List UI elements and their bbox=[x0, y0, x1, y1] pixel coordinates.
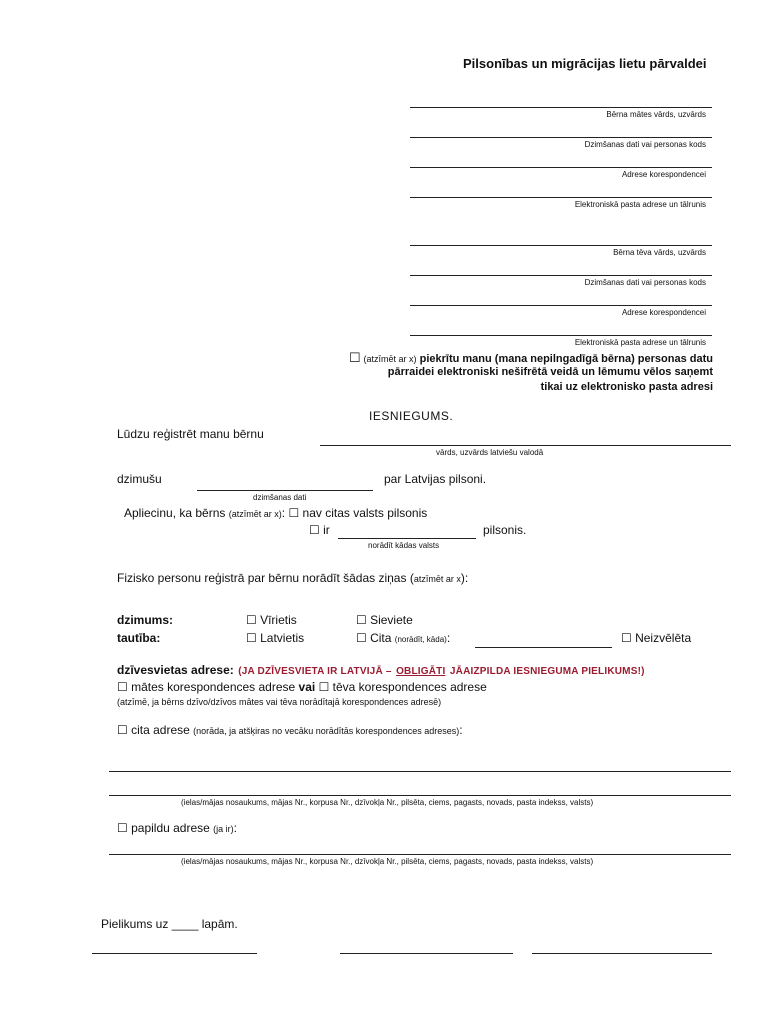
country-field[interactable] bbox=[338, 538, 476, 539]
birth-data-caption: dzimšanas dati bbox=[253, 493, 307, 502]
certify-colon: : bbox=[281, 506, 286, 520]
date-signature-field[interactable] bbox=[92, 953, 257, 954]
signature-name-field[interactable] bbox=[532, 953, 712, 954]
other-address-colon: : bbox=[459, 723, 463, 737]
consent-line-3: tikai uz elektronisko pasta adresi bbox=[540, 381, 713, 393]
residence-or-word: vai bbox=[298, 680, 316, 694]
residence-line bbox=[117, 661, 645, 679]
father-contact-field[interactable] bbox=[410, 335, 712, 336]
mother-address-caption: Adrese korespondencei bbox=[621, 170, 706, 179]
other-address-field-1[interactable] bbox=[109, 771, 731, 772]
consent-checkbox[interactable]: ☐ bbox=[348, 351, 361, 366]
mother-birth-caption: Dzimšanas dati vai personas kods bbox=[584, 140, 706, 149]
father-name-field[interactable] bbox=[410, 245, 712, 246]
registry-label: Fizisko personu reģistrā par bērnu norādīt šādas ziņas ( bbox=[117, 571, 414, 585]
consent-line-2: pārraidei elektroniski nešifrētā veidā un lēmumu vēlos saņemt bbox=[387, 366, 713, 378]
nationality-label: tautība: bbox=[117, 631, 161, 645]
nationality-not-chosen-option[interactable]: ☐ Neizvēlēta bbox=[621, 631, 692, 645]
mother-address-option[interactable]: ☐ mātes korespondences adrese bbox=[117, 680, 296, 694]
child-name-caption: vārds, uzvārds latviešu valodā bbox=[436, 448, 544, 457]
nationality-other-option[interactable]: ☐ Cita bbox=[356, 631, 392, 645]
father-birth-field[interactable] bbox=[410, 275, 712, 276]
additional-address-field[interactable] bbox=[109, 854, 731, 855]
residence-note-open: (JA DZĪVESVIETA IR LATVIJĀ – bbox=[238, 666, 392, 677]
nationality-other-field[interactable] bbox=[475, 647, 612, 648]
registry-suffix: ): bbox=[460, 571, 469, 585]
other-address-option[interactable]: ☐ cita adrese bbox=[117, 723, 190, 737]
certify-label: Apliecinu, ka bērns bbox=[124, 506, 226, 520]
other-citizenship-option[interactable]: ☐ ir bbox=[309, 523, 330, 537]
born-label: dzimušu bbox=[117, 472, 162, 486]
mother-contact-caption: Elektroniskā pasta adrese un tālrunis bbox=[574, 200, 706, 209]
additional-address-colon: : bbox=[233, 821, 238, 835]
mother-contact-field[interactable] bbox=[410, 197, 712, 198]
citizen-word: pilsonis. bbox=[483, 523, 527, 537]
additional-address-line bbox=[117, 821, 237, 835]
nationality-other-hint: (norādīt, kāda) bbox=[394, 635, 447, 644]
residence-note-close: JĀAIZPILDA IESNIEGUMA PIELIKUMS!) bbox=[449, 666, 645, 677]
additional-address-hint: (ja ir) bbox=[213, 824, 234, 834]
document-title: IESNIEGUMS. bbox=[369, 409, 454, 423]
additional-address-option[interactable]: ☐ papildu adrese bbox=[117, 821, 210, 835]
certify-line bbox=[124, 506, 427, 520]
father-address-option[interactable]: ☐ tēva korespondences adrese bbox=[318, 680, 487, 694]
other-address-hint: (norāda, ja atšķiras no vecāku norādītās korespondences adreses) bbox=[193, 726, 460, 736]
gender-male-option[interactable]: ☐ Vīrietis bbox=[246, 613, 297, 627]
father-birth-caption: Dzimšanas dati vai personas kods bbox=[584, 278, 706, 287]
nationality-other-colon: : bbox=[446, 631, 451, 645]
child-name-field[interactable] bbox=[320, 445, 731, 446]
registry-mark-hint: atzīmēt ar x bbox=[413, 574, 461, 584]
consent-line-1 bbox=[349, 351, 713, 366]
residence-parent-line bbox=[117, 680, 487, 694]
nationality-latvian-option[interactable]: ☐ Latvietis bbox=[246, 631, 305, 645]
registry-line bbox=[117, 571, 468, 585]
citizen-suffix: par Latvijas pilsoni. bbox=[384, 472, 487, 486]
nationality-other-line bbox=[356, 631, 450, 645]
father-name-caption: Bērna tēva vārds, uzvārds bbox=[613, 248, 706, 257]
mother-address-field[interactable] bbox=[410, 167, 712, 168]
residence-hint: (atzīmē, ja bērns dzīvo/dzīvos mātes vai tēva norādītajā korespondences adresē) bbox=[117, 697, 442, 707]
mother-name-caption: Bērna mātes vārds, uzvārds bbox=[606, 110, 706, 119]
gender-female-option[interactable]: ☐ Sieviete bbox=[356, 613, 413, 627]
residence-label: dzīvesvietas adrese: bbox=[117, 663, 234, 677]
attachment-text: Pielikums uz ____ lapām. bbox=[101, 917, 238, 931]
no-other-citizenship-option[interactable]: ☐ nav citas valsts pilsonis bbox=[288, 506, 428, 520]
other-address-caption: (ielas/mājas nosaukums, mājas Nr., korpusa Nr., dzīvokļa Nr., pilsēta, ciems, pagasts, novads, pasta indekss, valsts) bbox=[181, 798, 594, 807]
other-address-line bbox=[117, 723, 463, 737]
father-address-field[interactable] bbox=[410, 305, 712, 306]
mother-name-field[interactable] bbox=[410, 107, 712, 108]
additional-address-caption: (ielas/mājas nosaukums, mājas Nr., korpusa Nr., dzīvokļa Nr., pilsēta, ciems, pagasts, novads, pasta indekss, valsts) bbox=[181, 857, 594, 866]
other-address-field-2[interactable] bbox=[109, 795, 731, 796]
country-caption: norādīt kādas valsts bbox=[368, 541, 440, 550]
authority-heading: Pilsonības un migrācijas lietu pārvaldei bbox=[463, 56, 707, 71]
father-address-caption: Adrese korespondencei bbox=[621, 308, 706, 317]
certify-mark-hint: (atzīmēt ar x) bbox=[228, 509, 282, 519]
residence-note-mandatory: OBLIGĀTI bbox=[396, 666, 446, 677]
gender-label: dzimums: bbox=[117, 613, 174, 627]
father-contact-caption: Elektroniskā pasta adrese un tālrunis bbox=[574, 338, 706, 347]
signature-field[interactable] bbox=[340, 953, 513, 954]
consent-text-1: piekrītu manu (mana nepilngadīgā bērna) personas datu bbox=[419, 353, 713, 365]
consent-mark-hint: (atzīmēt ar x) bbox=[363, 354, 417, 364]
mother-birth-field[interactable] bbox=[410, 137, 712, 138]
request-label: Lūdzu reģistrēt manu bērnu bbox=[117, 427, 264, 441]
birth-data-field[interactable] bbox=[197, 490, 373, 491]
